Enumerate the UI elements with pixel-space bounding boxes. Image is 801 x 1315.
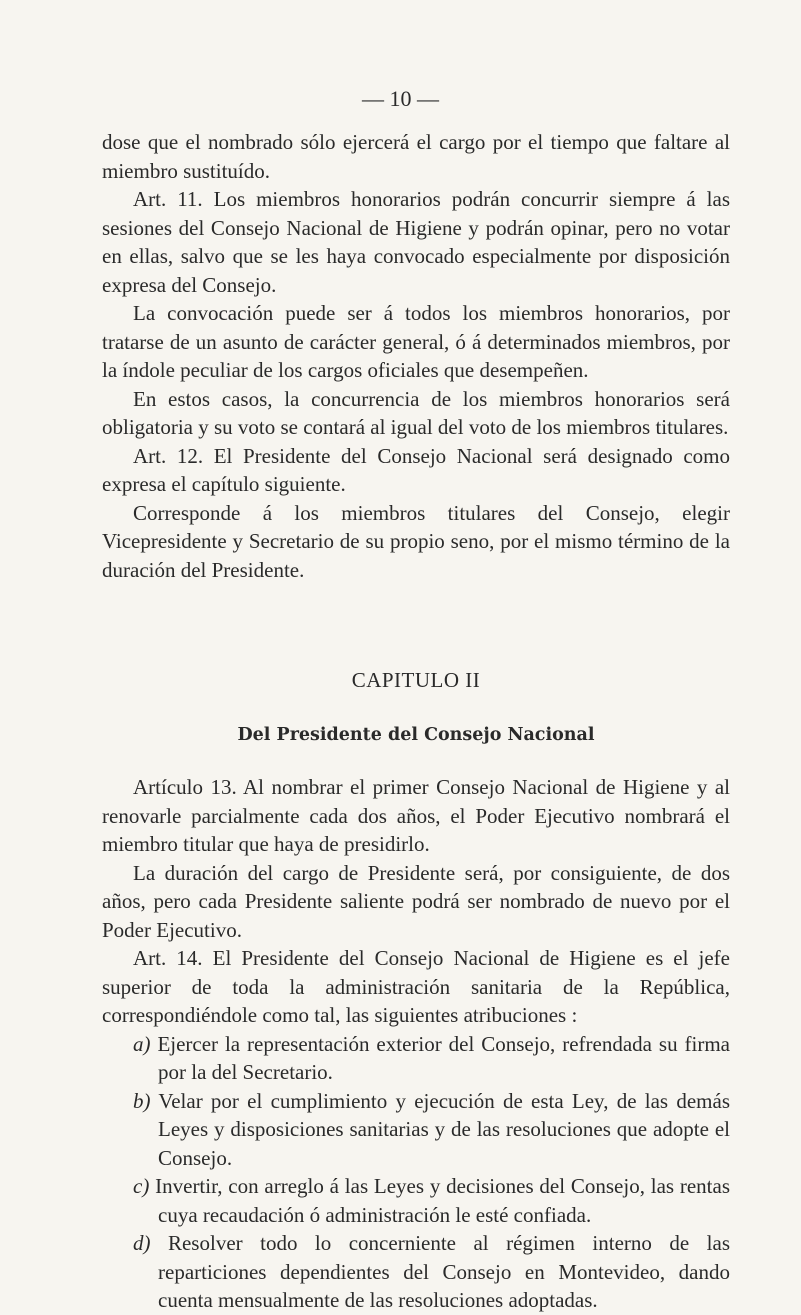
paragraph: Artículo 13. Al nombrar el primer Consejo Nacional de Higiene y al renovarle parcialmente cada dos años, el Poder Ejecutivo nombrará el miembro titular que haya de presidirlo. bbox=[102, 775, 730, 856]
list-item-text: Invertir, con arreglo á las Leyes y decisiones del Consejo, las rentas cuya recaudación ó administración le esté confiada. bbox=[155, 1174, 730, 1227]
paragraph: La convocación puede ser á todos los miembros honorarios, por tratarse de un asunto de carácter general, ó á determinados miembros, por la índole peculiar de los cargos oficiales que desempeñen. bbox=[102, 301, 730, 382]
list-item-marker: a) bbox=[133, 1031, 151, 1056]
paragraph: Corresponde á los miembros titulares del Consejo, elegir Vicepresidente y Secretario de su propio seno, por el mismo término de la duración del Presidente. bbox=[102, 500, 730, 582]
document-body bbox=[102, 128, 730, 1315]
paragraph: Art. 11. Los miembros honorarios podrán concurrir siempre á las sesiones del Consejo Nacional de Higiene y podrán opinar, pero no votar en ellas, salvo que se les haya convocado especialmente por disposición expresa del Consejo. bbox=[102, 187, 730, 297]
list-item bbox=[102, 1030, 730, 1087]
list-item-marker: d) bbox=[133, 1231, 151, 1255]
chapter-title: CAPITULO II bbox=[351, 668, 481, 692]
paragraph: Art. 14. El Presidente del Consejo Nacional de Higiene es el jefe superior de toda la administración sanitaria de la República, correspondiéndole como tal, las siguientes atribuciones : bbox=[102, 946, 730, 1027]
paragraph: dose que el nombrado sólo ejercerá el cargo por el tiempo que faltare al miembro sustituído. bbox=[102, 130, 730, 183]
list-item bbox=[102, 1087, 730, 1173]
paragraph: En estos casos, la concurrencia de los miembros honorarios será obligatoria y su voto se contará al igual del voto de los miembros titulares. bbox=[102, 386, 730, 439]
page-number: — 10 — bbox=[362, 86, 439, 111]
paragraph: La duración del cargo de Presidente será, por consiguiente, de dos años, pero cada Presidente saliente podrá ser nombrado de nuevo por el Poder Ejecutivo. bbox=[102, 860, 730, 942]
list-item bbox=[102, 1229, 730, 1315]
list-item-marker: b) bbox=[133, 1088, 151, 1113]
list-item-text: Velar por el cumplimiento y ejecución de esta Ley, de las demás Leyes y disposiciones sanitarias y de las resoluciones que adopte el Consejo. bbox=[158, 1088, 730, 1170]
chapter-subtitle: Del Presidente del Consejo Nacional bbox=[237, 724, 595, 745]
list-item bbox=[102, 1172, 730, 1229]
list-item-text: Resolver todo lo concerniente al régimen interno de las reparticiones dependientes del Consejo en Montevideo, dando cuenta mensualmente de las resoluciones adoptadas. bbox=[158, 1231, 730, 1312]
paragraph: Art. 12. El Presidente del Consejo Nacional será designado como expresa el capítulo siguiente. bbox=[102, 443, 730, 496]
list-item-marker: c) bbox=[133, 1174, 150, 1198]
list-item-text: Ejercer la representación exterior del Consejo, refrendada su firma por la del Secretario. bbox=[157, 1031, 730, 1084]
